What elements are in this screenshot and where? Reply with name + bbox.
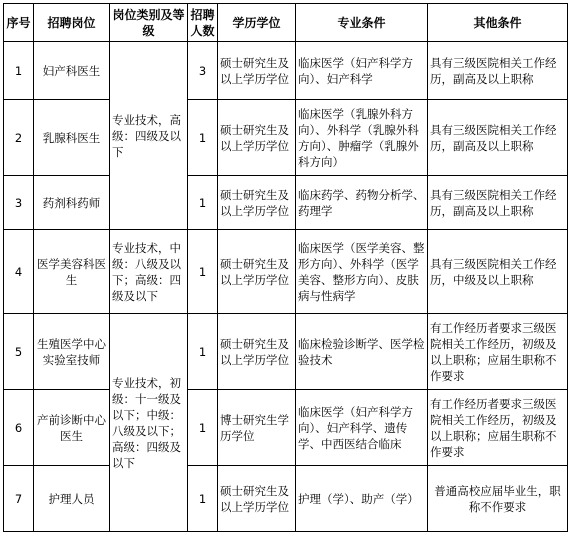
cell-post: 药剂科药师 xyxy=(34,176,110,230)
cell-seq: 6 xyxy=(4,390,34,466)
table-row xyxy=(4,390,568,466)
cell-count: 3 xyxy=(188,42,218,100)
table-row xyxy=(4,466,568,532)
cell-other: 具有三级医院相关工作经历，副高及以上职称 xyxy=(428,100,568,176)
cell-category: 专业技术，中级：八级及以下；高级：四级及以下 xyxy=(110,230,188,314)
cell-seq: 4 xyxy=(4,230,34,314)
cell-degree: 硕士研究生及以上学历学位 xyxy=(218,466,296,532)
header-category: 岗位类别及等级 xyxy=(110,4,188,42)
header-degree: 学历学位 xyxy=(218,4,296,42)
cell-post: 生殖医学中心实验室技师 xyxy=(34,314,110,390)
header-other: 其他条件 xyxy=(428,4,568,42)
cell-degree: 硕士研究生及以上学历学位 xyxy=(218,42,296,100)
cell-count: 1 xyxy=(188,176,218,230)
cell-degree: 硕士研究生及以上学历学位 xyxy=(218,100,296,176)
cell-degree: 硕士研究生及以上学历学位 xyxy=(218,230,296,314)
recruitment-table xyxy=(3,3,568,532)
cell-count: 1 xyxy=(188,230,218,314)
cell-count: 1 xyxy=(188,466,218,532)
cell-category: 专业技术，初级：十一级及以下；中级：八级及以下；高级：四级及以下 xyxy=(110,314,188,532)
table-row xyxy=(4,314,568,390)
cell-major: 临床医学（妇产科学方向）、妇产科学、遗传学、中西医结合临床 xyxy=(296,390,428,466)
cell-post: 产前诊断中心医生 xyxy=(34,390,110,466)
cell-major: 临床医学（妇产科学方向）、妇产科学 xyxy=(296,42,428,100)
table-row xyxy=(4,230,568,314)
cell-degree: 博士研究生学历学位 xyxy=(218,390,296,466)
cell-count: 1 xyxy=(188,390,218,466)
cell-post: 乳腺科医生 xyxy=(34,100,110,176)
cell-major: 临床医学（医学美容、整形方向）、外科学（医学美容、整形方向）、皮肤病与性病学 xyxy=(296,230,428,314)
cell-count: 1 xyxy=(188,314,218,390)
table-row xyxy=(4,100,568,176)
cell-other: 有工作经历者要求三级医院相关工作经历，初级及以上职称；应届生职称不作要求 xyxy=(428,390,568,466)
header-post: 招聘岗位 xyxy=(34,4,110,42)
cell-category: 专业技术，高级：四级及以下 xyxy=(110,42,188,230)
cell-seq: 2 xyxy=(4,100,34,176)
cell-post: 护理人员 xyxy=(34,466,110,532)
cell-seq: 5 xyxy=(4,314,34,390)
cell-major: 临床药学、药物分析学、药理学 xyxy=(296,176,428,230)
cell-other: 具有三级医院相关工作经历，副高及以上职称 xyxy=(428,42,568,100)
cell-other: 具有三级医院相关工作经历，中级及以上职称 xyxy=(428,230,568,314)
header-row xyxy=(4,4,568,42)
cell-count: 1 xyxy=(188,100,218,176)
cell-post: 妇产科医生 xyxy=(34,42,110,100)
cell-other: 具有三级医院相关工作经历，副高及以上职称 xyxy=(428,176,568,230)
header-major: 专业条件 xyxy=(296,4,428,42)
cell-seq: 3 xyxy=(4,176,34,230)
cell-other: 普通高校应届毕业生，职称不作要求 xyxy=(428,466,568,532)
cell-other: 有工作经历者要求三级医院相关工作经历，初级及以上职称；应届生职称不作要求 xyxy=(428,314,568,390)
cell-degree: 硕士研究生及以上学历学位 xyxy=(218,176,296,230)
cell-major: 临床检验诊断学、医学检验技术 xyxy=(296,314,428,390)
cell-degree: 硕士研究生及以上学历学位 xyxy=(218,314,296,390)
cell-seq: 7 xyxy=(4,466,34,532)
cell-seq: 1 xyxy=(4,42,34,100)
table-row xyxy=(4,176,568,230)
header-count: 招聘人数 xyxy=(188,4,218,42)
cell-post: 医学美容科医生 xyxy=(34,230,110,314)
header-seq: 序号 xyxy=(4,4,34,42)
cell-major: 临床医学（乳腺外科方向）、外科学（乳腺外科方向）、肿瘤学（乳腺外科方向） xyxy=(296,100,428,176)
table-row xyxy=(4,42,568,100)
cell-major: 护理（学）、助产（学） xyxy=(296,466,428,532)
